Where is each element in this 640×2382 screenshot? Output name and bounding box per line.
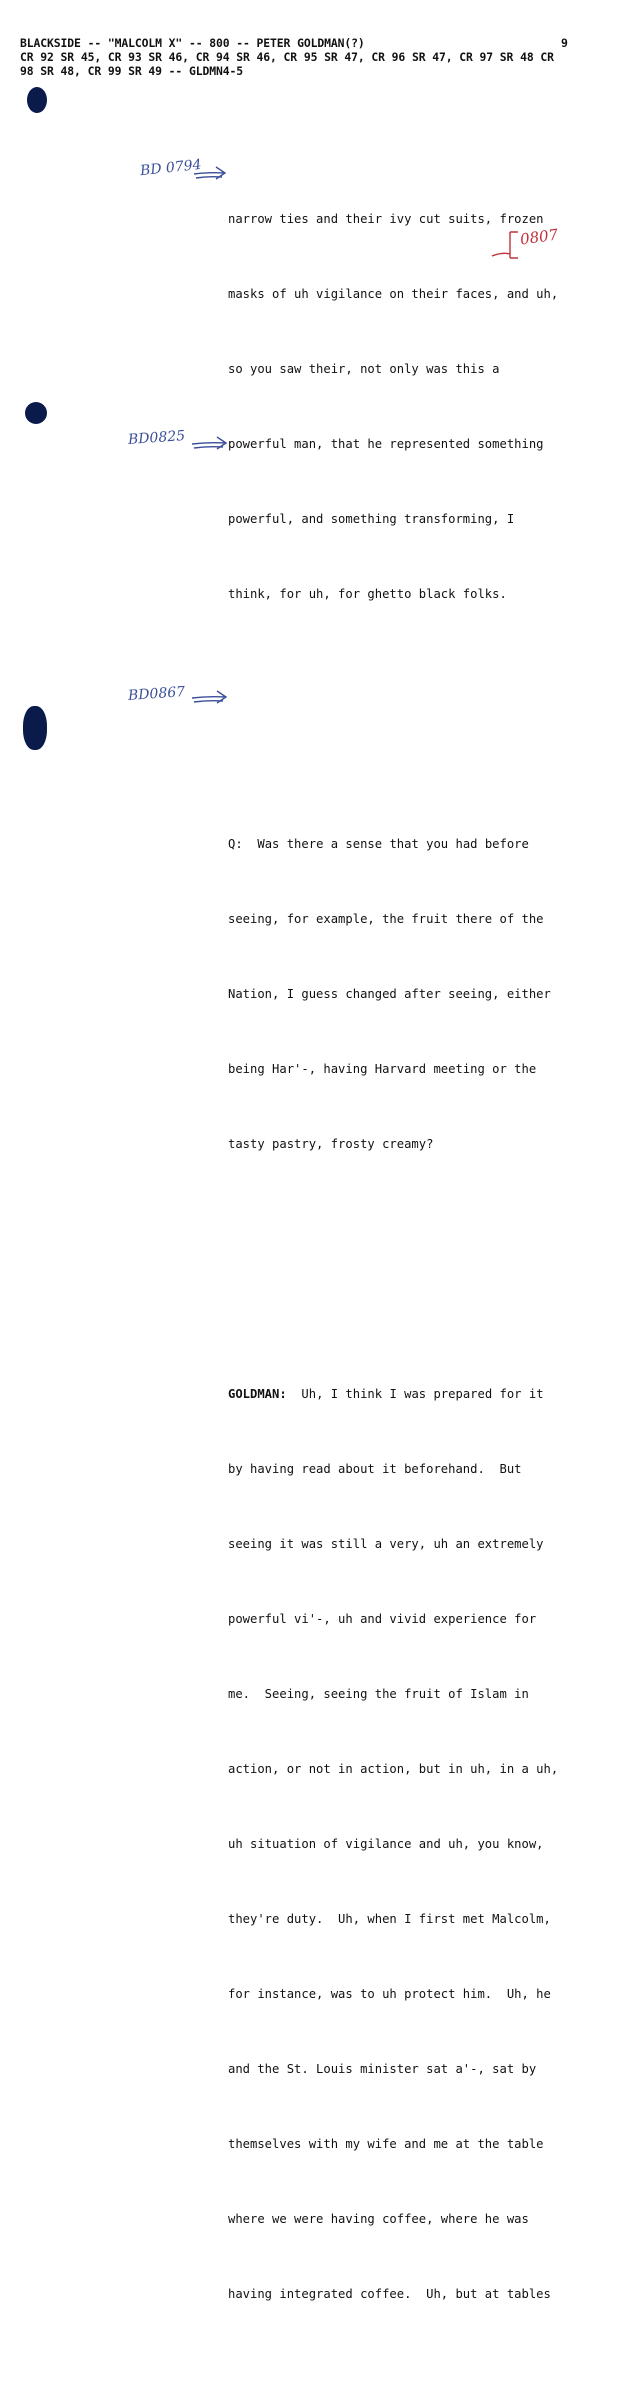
text-line [228, 1382, 628, 1407]
punch-hole-bottom [23, 706, 47, 750]
text-line: they're duty. Uh, when I first met Malcolm, [228, 1912, 551, 1926]
text-line [228, 832, 628, 857]
blank-line [228, 707, 628, 732]
header-line-1: BLACKSIDE -- "MALCOLM X" -- 800 -- PETER GOLDMAN(?) [20, 36, 365, 50]
timecode-text: 0807 [518, 225, 560, 249]
text-line: powerful, and something transforming, I [228, 512, 515, 526]
punch-hole-middle [25, 402, 47, 424]
text-line: seeing it was still a very, uh an extremely [228, 1537, 544, 1551]
answer-first-line: Uh, I think I was prepared for it [301, 1387, 544, 1401]
header-text [20, 36, 620, 78]
text-line: themselves with my wife and me at the table [228, 2137, 544, 2151]
text-line: uh situation of vigilance and uh, you know, [228, 1837, 544, 1851]
text-line: for instance, was to uh protect him. Uh, he [228, 1987, 551, 2001]
arrow-icon [190, 430, 230, 454]
answer-paragraph-2 [228, 1332, 628, 2357]
text-line: seeing, for example, the fruit there of the [228, 912, 544, 926]
text-line: being Har'-, having Harvard meeting or the [228, 1062, 537, 1076]
text-line: Nation, I guess changed after seeing, either [228, 987, 551, 1001]
handwritten-timecode-3 [128, 684, 186, 704]
text-line: having integrated coffee. Uh, but at tables [228, 2287, 551, 2301]
text-line: and the St. Louis minister sat a'-, sat by [228, 2062, 537, 2076]
answer-paragraph-1 [228, 157, 628, 657]
header-line-2: CR 92 SR 45, CR 93 SR 46, CR 94 SR 46, CR 95 SR 47, CR 96 SR 47, CR 97 SR 48 CR [20, 50, 554, 64]
text-line: me. Seeing, seeing the fruit of Islam in [228, 1687, 529, 1701]
text-line: narrow ties and their ivy cut suits, frozen [228, 212, 544, 226]
handwritten-timecode-2 [128, 428, 186, 448]
question-first-line: Was there a sense that you had before [257, 837, 529, 851]
arrow-icon [192, 160, 228, 184]
text-line: powerful vi'-, uh and vivid experience for [228, 1612, 537, 1626]
page-number: 9 [561, 36, 568, 50]
text-line: so you saw their, not only was this a [228, 362, 500, 376]
header-line-3: 98 SR 48, CR 99 SR 49 -- GLDMN4-5 [20, 64, 244, 78]
text-line: masks of uh vigilance on their faces, and uh, [228, 287, 559, 301]
text-line: powerful man, that he represented something [228, 437, 544, 451]
blank-line [228, 1257, 628, 1282]
timecode-text: BD0867 [127, 684, 186, 704]
timecode-text: BD0825 [127, 428, 186, 448]
transcript-body [228, 107, 628, 2382]
q-label: Q: [228, 837, 243, 851]
arrow-icon [190, 684, 230, 708]
timecode-text: BD 0794 [139, 156, 203, 180]
text-line: where we were having coffee, where he was [228, 2212, 529, 2226]
text-line: by having read about it beforehand. But [228, 1462, 522, 1476]
text-line: action, or not in action, but in uh, in a uh, [228, 1762, 559, 1776]
speaker-label: GOLDMAN: [228, 1387, 287, 1401]
text-line: tasty pastry, frosty creamy? [228, 1137, 434, 1151]
punch-hole-top [27, 87, 47, 113]
text-line: think, for uh, for ghetto black folks. [228, 587, 507, 601]
question-paragraph [228, 782, 628, 1207]
